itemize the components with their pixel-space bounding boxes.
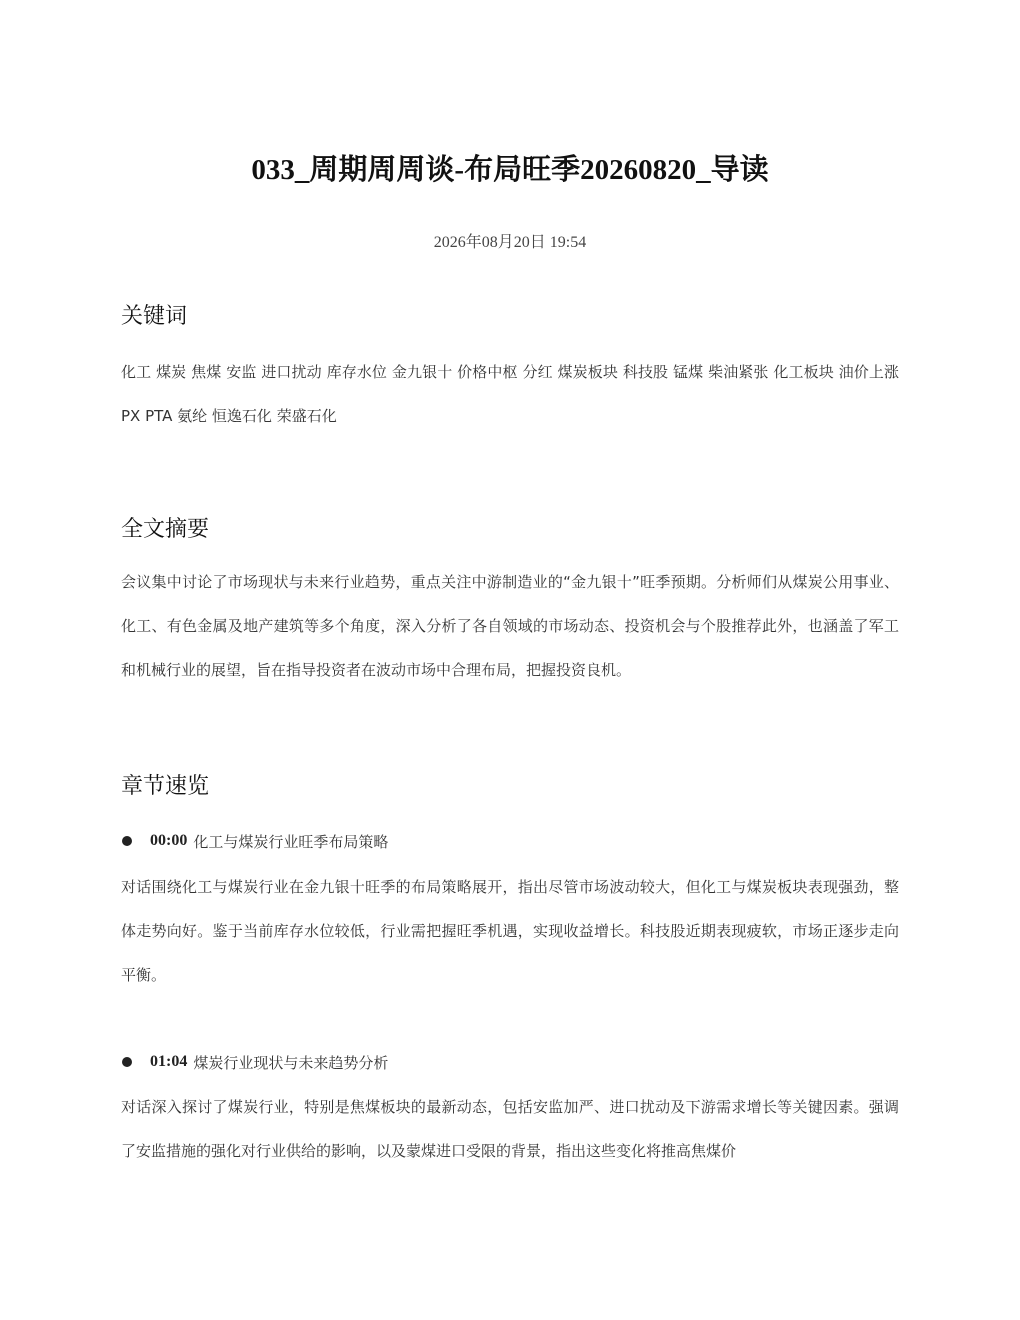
chapters-heading: 章节速览 — [121, 774, 210, 799]
chapter-timestamp: 01:04 — [150, 1053, 188, 1070]
document-datetime: 2026年08月20日 19:54 — [433, 234, 587, 251]
chapter-item-header — [121, 829, 388, 853]
chapter-item-header — [121, 1050, 388, 1074]
keywords-text: 化工 煤炭 焦煤 安监 进口扰动 库存水位 金九银十 价格中枢 分红 煤炭板块 科技股 锰煤 柴油紧张 化工板块 油价上涨 PX PTA 氨纶 恒逸石化 荣盛石化 — [121, 363, 899, 425]
keywords-heading: 关键词 — [121, 304, 188, 329]
chapter-text: 对话围绕化工与煤炭行业在金九银十旺季的布局策略展开，指出尽管市场波动较大，但化工与煤炭板块表现强劲，整体走势向好。鉴于当前库存水位较低，行业需把握旺季机遇，实现收益增长。科技股近期表现疲软，市场正逐步走向平衡。 — [121, 878, 899, 984]
document-title: 033_周期周周谈-布局旺季20260820_导读 — [251, 154, 769, 186]
bullet-icon — [122, 836, 132, 846]
bullet-icon — [122, 1057, 132, 1067]
chapter-text: 对话深入探讨了煤炭行业，特别是焦煤板块的最新动态，包括安监加严、进口扰动及下游需求增长等关键因素。强调了安监措施的强化对行业供给的影响，以及蒙煤进口受限的背景，指出这些变化将推高焦煤价 — [121, 1098, 899, 1160]
summary-heading: 全文摘要 — [121, 517, 210, 542]
chapter-title: 化工与煤炭行业旺季布局策略 — [193, 832, 389, 851]
chapter-timestamp: 00:00 — [150, 832, 188, 849]
summary-text: 会议集中讨论了市场现状与未来行业趋势，重点关注中游制造业的“金九银十”旺季预期。分析师们从煤炭公用事业、化工、有色金属及地产建筑等多个角度，深入分析了各自领域的市场动态、投资机会与个股推荐此外，也涵盖了军工和机械行业的展望，旨在指导投资者在波动市场中合理布局，把握投资良机。 — [121, 573, 899, 679]
chapter-title: 煤炭行业现状与未来趋势分析 — [193, 1053, 389, 1072]
